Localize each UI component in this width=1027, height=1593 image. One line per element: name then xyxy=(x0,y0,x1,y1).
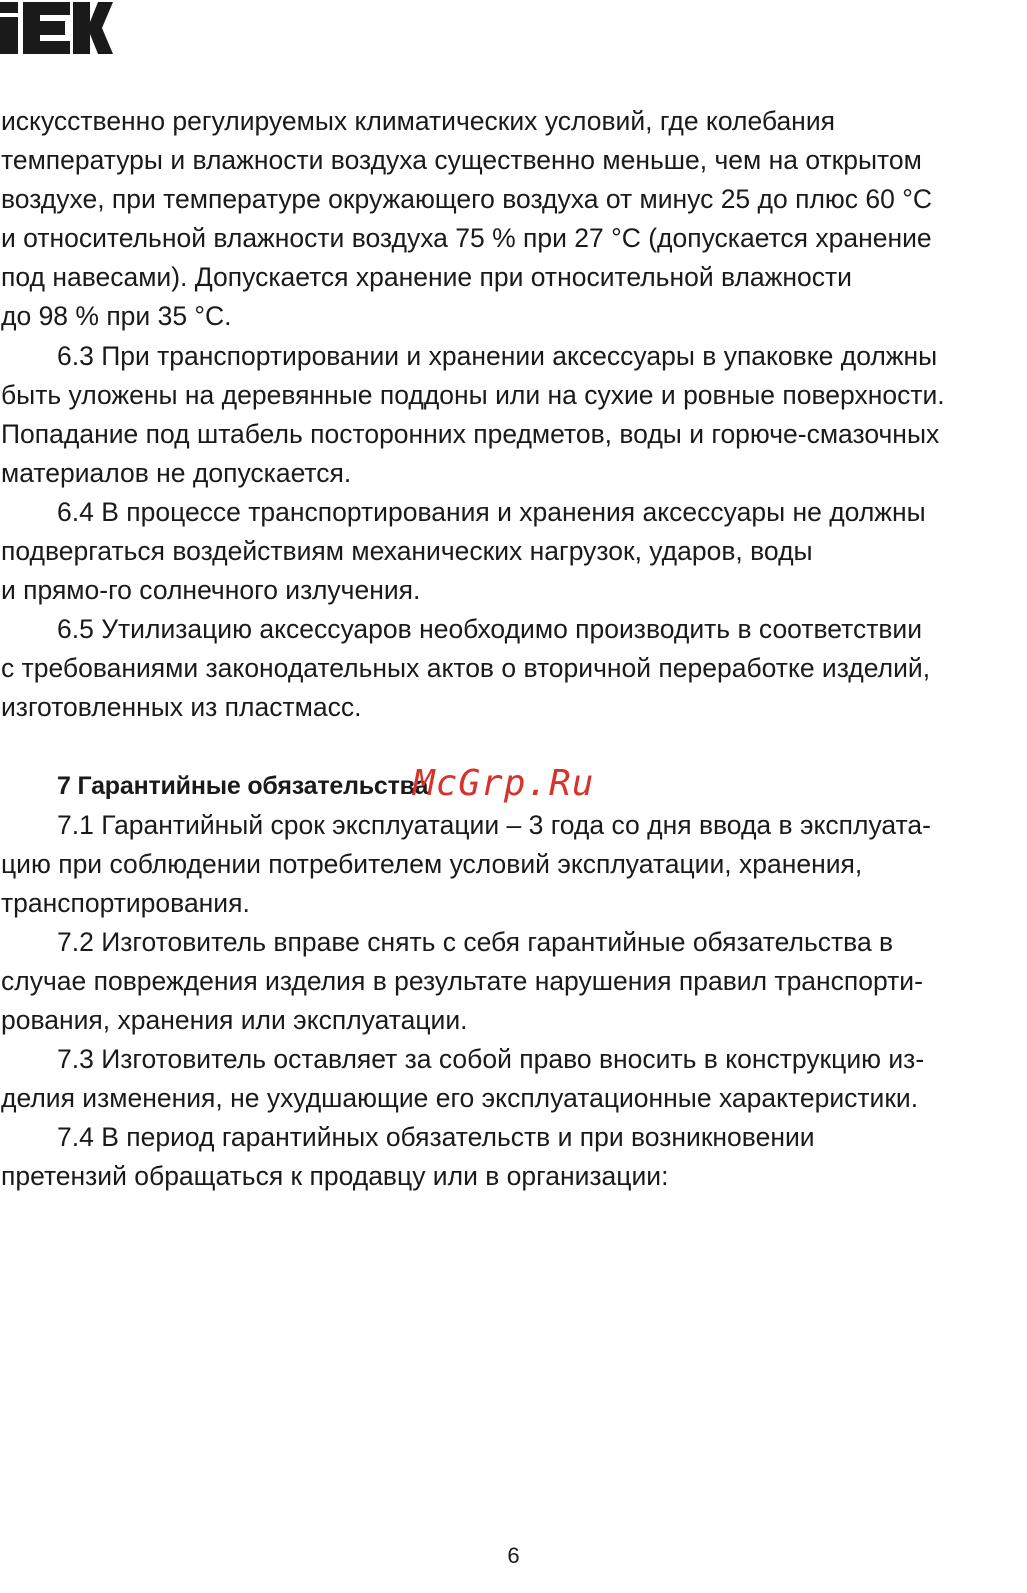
paragraph-line: транспортирования. xyxy=(1,887,250,918)
paragraph-line: Попадание под штабель посторонних предметов, воды и горюче-смазочных xyxy=(1,418,940,449)
paragraph-line: воздухе, при температуре окружающего воздуха от минус 25 до плюс 60 °С xyxy=(1,184,932,215)
paragraph-line: претензий обращаться к продавцу или в организации: xyxy=(1,1161,669,1192)
paragraph-line: делия изменения, не ухудшающие его эксплуатационные характеристики. xyxy=(1,1083,919,1114)
paragraph-line: искусственно регулируемых климатических условий, где колебания xyxy=(1,106,835,136)
paragraph-line: изготовленных из пластмасс. xyxy=(1,692,362,723)
clause-7-3: 7.3 Изготовитель оставляет за собой право вносить в конструкцию из- xyxy=(57,1044,925,1075)
paragraph-line: цию при соблюдении потребителем условий эксплуатации, хранения, xyxy=(1,848,863,879)
section-gap xyxy=(1,728,1023,767)
paragraph-line: материалов не допускается. xyxy=(1,457,352,488)
clause-6-3: 6.3 При транспортировании и хранении аксессуары в упаковке должны xyxy=(57,340,938,371)
paragraph-line: рования, хранения или эксплуатации. xyxy=(1,1005,468,1036)
paragraph-line: под навесами). Допускается хранение при относительной влажности xyxy=(1,262,852,293)
section-heading: 7 Гарантийные обязательства xyxy=(57,771,429,800)
iek-logo xyxy=(0,2,113,54)
paragraph-line: температуры и влажности воздуха существенно меньше, чем на открытом xyxy=(1,145,922,176)
clause-7-4: 7.4 В период гарантийных обязательств и при возникновении xyxy=(57,1122,815,1153)
paragraph-line: случае повреждения изделия в результате нарушения правил транспорти- xyxy=(1,965,923,996)
paragraph-line: подвергаться воздействиям механических нагрузок, ударов, воды xyxy=(1,536,813,567)
clause-6-4: 6.4 В процессе транспортирования и хранения аксессуары не должны xyxy=(57,496,926,527)
paragraph-line: до 98 % при 35 °С. xyxy=(1,301,232,332)
clause-6-5: 6.5 Утилизацию аксессуаров необходимо производить в соответствии xyxy=(57,614,923,645)
clause-7-2: 7.2 Изготовитель вправе снять с себя гарантийные обязательства в xyxy=(57,926,894,957)
watermark: McGrp.Ru xyxy=(413,763,595,804)
paragraph-line: и относительной влажности воздуха 75 % при 27 °С (допускается хранение xyxy=(1,223,932,254)
paragraph-line: быть уложены на деревянные поддоны или на сухие и ровные поверхности. xyxy=(1,379,945,410)
paragraph-line: и прямо-го солнечного излучения. xyxy=(1,575,421,606)
paragraph-line: с требованиями законодательных актов о вторичной переработке изделий, xyxy=(1,653,931,684)
clause-7-1: 7.1 Гарантийный срок эксплуатации – 3 года со дня ввода в эксплуата- xyxy=(57,809,931,840)
page-number: 6 xyxy=(507,1543,520,1568)
document-body xyxy=(1,102,1023,1197)
